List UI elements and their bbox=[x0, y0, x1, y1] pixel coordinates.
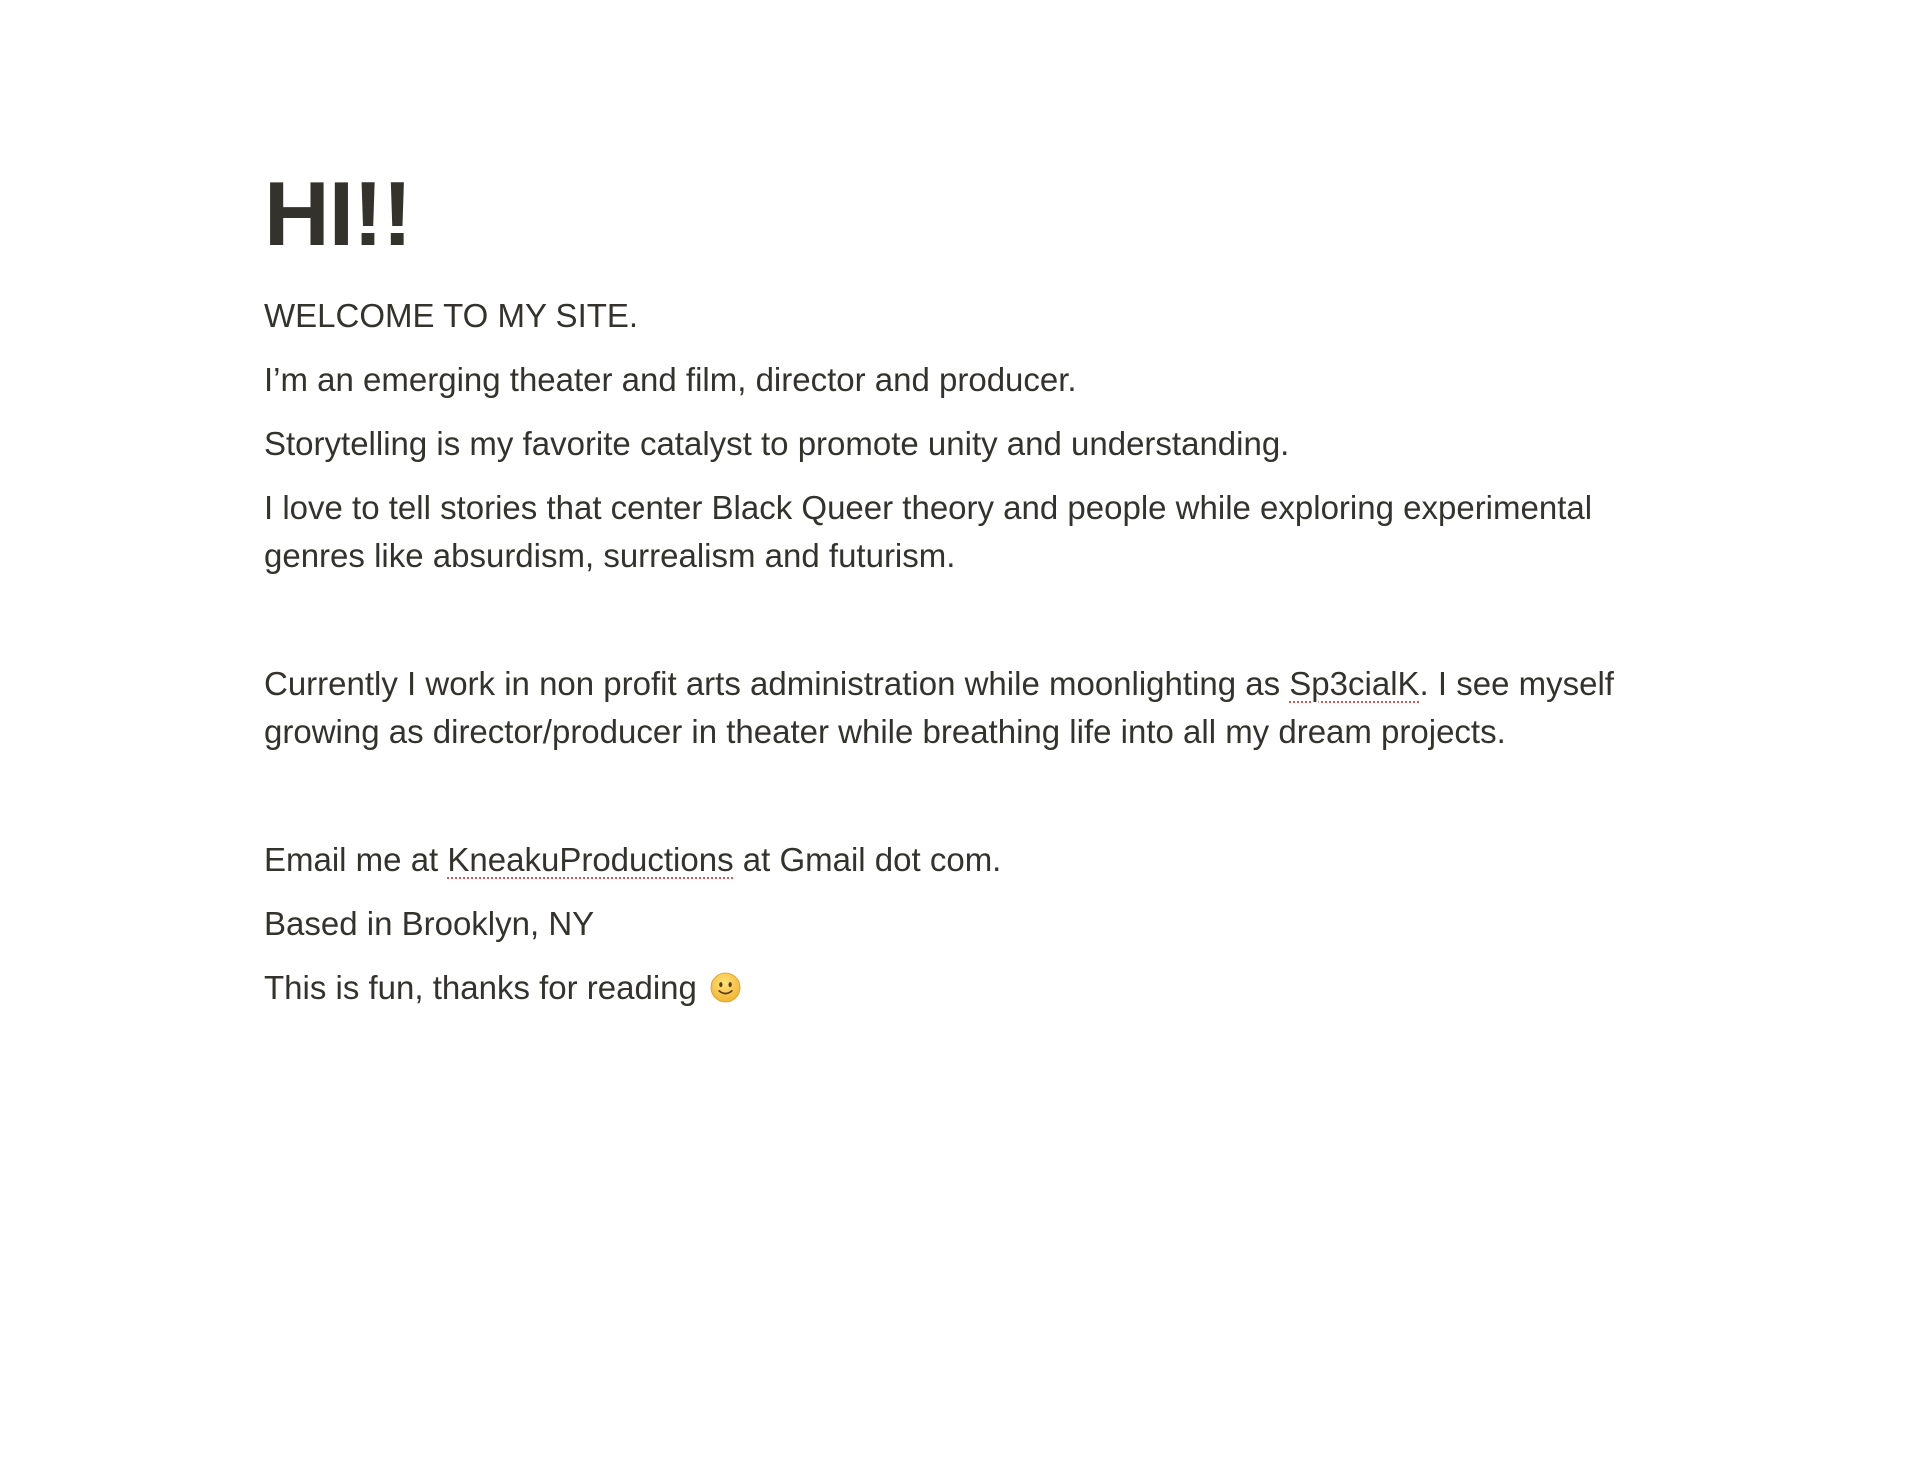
location-text: Based in Brooklyn, NY bbox=[264, 905, 595, 942]
interests-text: I love to tell stories that center Black Queer theory and people while exploring experimental genres like absurdism, surrealism and futurism. bbox=[264, 489, 1593, 574]
closing-line bbox=[264, 964, 1664, 1012]
storytelling-text: Storytelling is my favorite catalyst to promote unity and understanding. bbox=[264, 425, 1290, 462]
current-work-tail: . I see myself growing as director/producer in theater while breathing life into all my dream projects. bbox=[264, 665, 1614, 750]
page-title: HI!! bbox=[264, 164, 412, 265]
welcome-text: WELCOME TO MY SITE. bbox=[264, 297, 639, 334]
email-tail: at Gmail dot com. bbox=[733, 841, 1002, 878]
email-handle: KneakuProductions bbox=[447, 841, 734, 878]
alias-name: Sp3cialK bbox=[1289, 665, 1420, 702]
current-work-lead: Currently I work in non profit arts administration while moonlighting as bbox=[264, 665, 1290, 702]
email-text bbox=[264, 836, 1664, 884]
intro-text: I’m an emerging theater and film, director and producer. bbox=[264, 361, 1077, 398]
email-lead: Email me at bbox=[264, 841, 448, 878]
slightly-smiling-face-icon bbox=[710, 968, 741, 999]
current-work-text bbox=[264, 660, 1664, 756]
page-content bbox=[264, 160, 1664, 1012]
closing-text: This is fun, thanks for reading bbox=[264, 969, 697, 1006]
